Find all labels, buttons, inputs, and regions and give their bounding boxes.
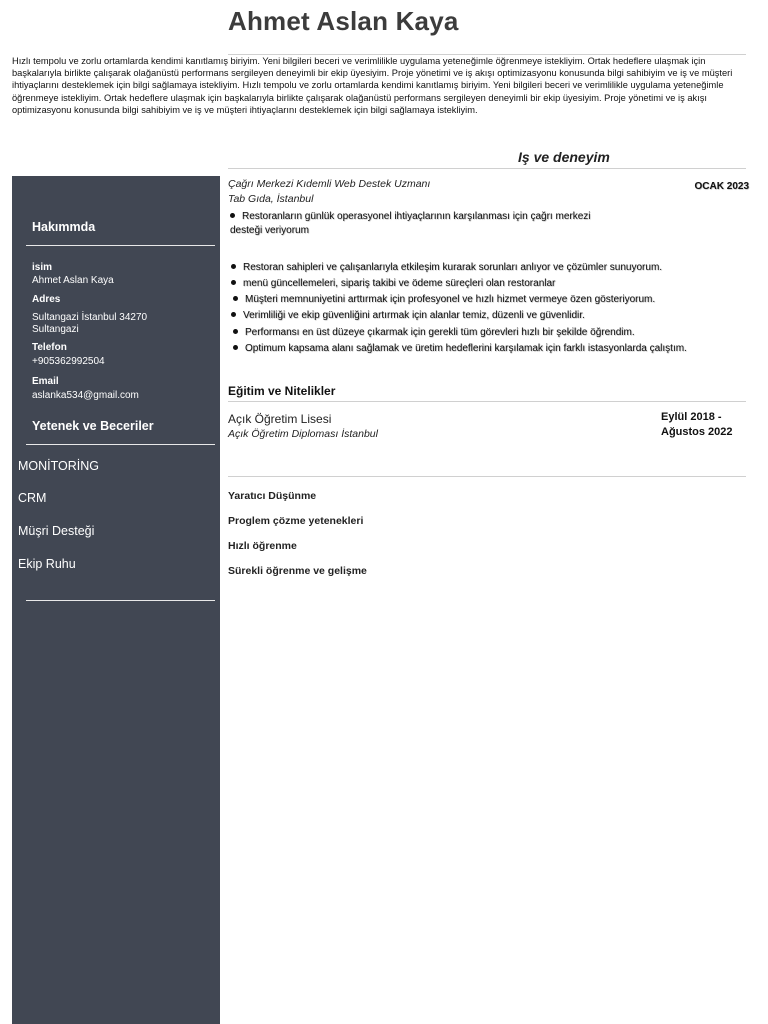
sidebar-skill-item: CRM (18, 491, 47, 505)
job-company: Tab Gıda, İstanbul (228, 193, 314, 205)
bullet-icon (233, 345, 238, 350)
about-heading: Hakımmda (32, 220, 96, 234)
skill-item: Yaratıcı Düşünme (228, 490, 317, 502)
sidebar-skill-item: MONİTORİNG (18, 459, 100, 473)
skills-section-divider (228, 476, 746, 477)
profile-summary: Hızlı tempolu ve zorlu ortamlarda kendimi kanıtlamış biriyim. Yeni bilgileri beceri ve verimlilikle uygulama yeteneğimle öğrenmeye istekliyim. Ortak hedeflere ulaşmak için başkalarıyla birlikte çalışarak olağanüstü performans sergileyen deneyimli bir ekip üyesiyim. Proje yönetimi ve iş akışı optimizasyonu konusunda bilgi sahibiyim ve iş ve müşteri ihtiyaçlarını desteklemek için bilgi sağlamaya istekliyim. Hızlı tempolu ve zorlu ortamlarda kendimi kanıtlamış biriyim. Yeni bilgileri beceri ve verimlilikle uygulama yeteneğimle öğrenmeye istekliyim. Ortak hedeflere ulaşmak için başkalarıyla birlikte çalışarak olağanüstü performans sergileyen deneyimli bir ekip üyesiyim. Proje yönetimi ve iş akışı optimizasyonu konusunda bilgi sahibiyim ve iş ve müşteri ihtiyaçlarını desteklemek için bilgi sağlamaya istekliyim. (12, 56, 733, 115)
bullet-icon (231, 312, 236, 317)
skill-item: Hızlı öğrenme (228, 540, 297, 552)
about-divider (26, 245, 215, 246)
address-line2: Sultangazi (32, 324, 79, 335)
duty-item: Restoran sahipleri ve çalışanlarıyla etkileşim kurarak sorunları anlıyor ve çözümler sunuyorum. (231, 261, 662, 275)
name-value: Ahmet Aslan Kaya (32, 275, 114, 286)
bullet-icon (230, 213, 235, 218)
skill-item: Sürekli öğrenme ve gelişme (228, 565, 367, 577)
education-divider (228, 401, 746, 402)
bullet-icon (231, 264, 236, 269)
job-date: OCAK 2023 (694, 181, 749, 192)
sidebar-bottom-divider (26, 600, 215, 601)
phone-value: +905362992504 (32, 356, 105, 367)
bullet-icon (231, 280, 236, 285)
duty-item: Müşteri memnuniyetini arttırmak için profesyonel ve hızlı hizmet vermeye özen gösteriyorum. (233, 293, 655, 307)
email-value: aslanka534@gmail.com (32, 390, 139, 401)
address-label: Adres (32, 294, 61, 305)
skill-item: Proglem çözme yetenekleri (228, 515, 364, 527)
skills-divider (26, 444, 215, 445)
duty-item: Restoranların günlük operasyonel ihtiyaçlarının karşılanması için çağrı merkezi desteği veriyorum (230, 211, 591, 236)
sidebar (12, 176, 220, 1024)
address-line1: Sultangazi İstanbul 34270 (32, 312, 148, 323)
bullet-icon (233, 329, 238, 334)
candidate-name: Ahmet Aslan Kaya (228, 6, 459, 36)
duty-item: Verimliliği ve ekip güvenliğini artırmak için alanlar temiz, düzenli ve güvenlidir. (231, 309, 585, 323)
phone-label: Telefon (32, 342, 67, 353)
skills-heading: Yetenek ve Beceriler (32, 419, 154, 433)
education-date: Eylül 2018 - Ağustos 2022 (661, 411, 733, 438)
duty-item: Performansı en üst düzeye çıkarmak için gerekli tüm görevleri hızlı bir şekilde öğrendim. (233, 326, 635, 340)
school-name: Açık Öğretim Lisesi (228, 412, 332, 426)
experience-heading: Iş ve deneyim (518, 149, 610, 165)
job-title: Çağrı Merkezi Kıdemli Web Destek Uzmanı (228, 178, 431, 190)
sidebar-skill-item: Ekip Ruhu (18, 557, 76, 571)
sidebar-skill-item: Müşri Desteği (18, 524, 95, 538)
education-heading: Eğitim ve Nitelikler (228, 384, 336, 398)
duty-item: menü güncellemeleri, sipariş takibi ve ödeme süreçleri olan restoranlar (231, 277, 555, 291)
school-diploma: Açık Öğretim Diploması İstanbul (228, 428, 378, 440)
name-label: isim (32, 262, 53, 273)
bullet-icon (233, 296, 238, 301)
duty-item: Optimum kapsama alanı sağlamak ve üretim hedeflerini karşılamak için farklı istasyonlarda çalıştım. (233, 342, 687, 356)
experience-divider (228, 168, 746, 169)
email-label: Email (32, 376, 59, 387)
